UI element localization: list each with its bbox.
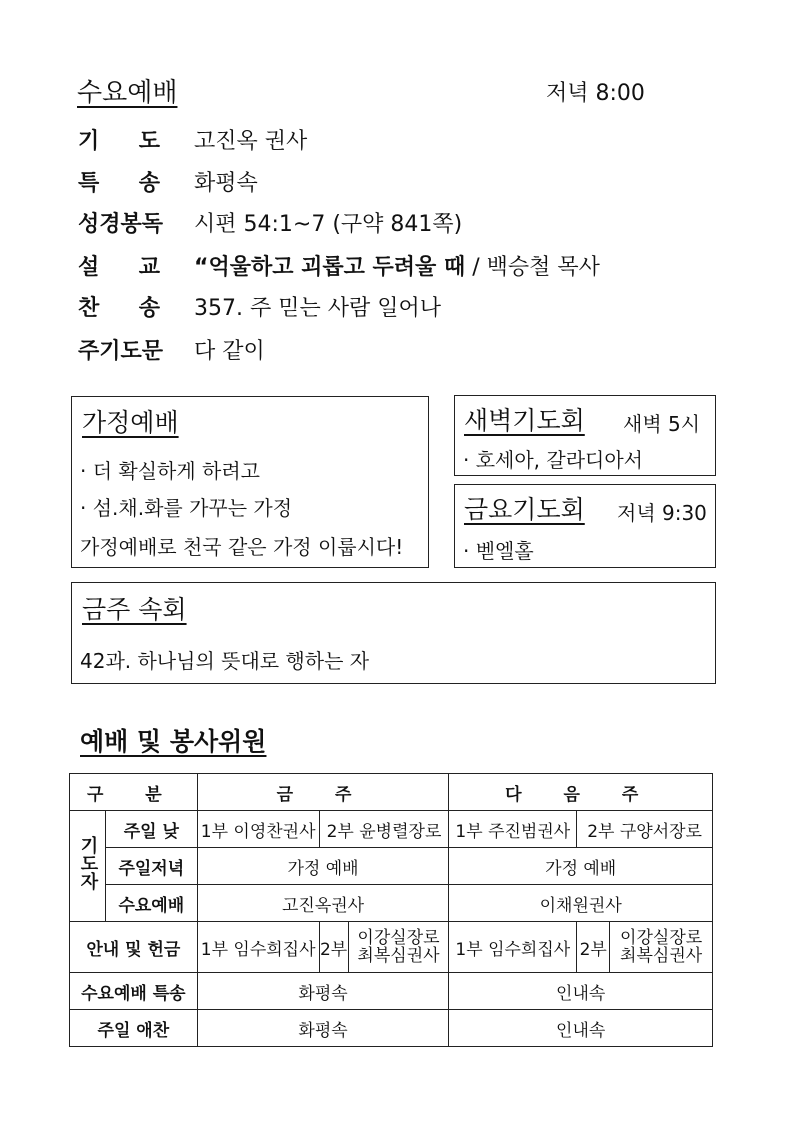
family-worship-title: 가정예배	[82, 408, 179, 437]
cell: 1부 임수희집사	[197, 922, 319, 973]
table-row	[70, 811, 713, 848]
order-row-hymn	[78, 289, 441, 323]
cell-names: 이강실장로 최복심권사	[620, 928, 703, 966]
order-value: 357. 주 믿는 사람 일어나	[194, 295, 441, 321]
cell	[577, 922, 713, 973]
prayer-group-label: 기도자	[70, 811, 106, 922]
table-row	[70, 973, 713, 1010]
dawn-prayer-box	[454, 395, 716, 476]
cell	[319, 922, 449, 973]
staff-title: 예배 및 봉사위원	[80, 727, 267, 756]
family-worship-line: · 섬.채.화를 가꾸는 가정	[80, 496, 293, 520]
cell-meeting-line: 42과. 하나님의 뜻대로 행하는 자	[80, 649, 370, 673]
table-row	[70, 848, 713, 885]
row-label: 주일저녁	[105, 848, 197, 885]
sermon-title: “억울하고 괴롭고 두려울 때	[194, 254, 466, 280]
family-worship-line: 가정예배로 천국 같은 가정 이룹시다!	[80, 535, 404, 559]
friday-prayer-box	[454, 484, 716, 568]
cell-names: 이강실장로 최복심권사	[357, 928, 440, 966]
cell-prefix: 2부	[320, 922, 349, 972]
order-row-special-song	[78, 164, 258, 198]
cell: 1부 이영찬권사	[197, 811, 319, 848]
dawn-prayer-title: 새벽기도회	[464, 406, 585, 435]
wednesday-time: 저녁 8:00	[546, 81, 645, 106]
cell: 1부 주진범권사	[449, 811, 577, 848]
family-worship-line: · 더 확실하게 하려고	[80, 459, 260, 483]
order-label: 주기도문	[78, 338, 164, 364]
cell: 화평속	[197, 1010, 449, 1047]
row-label: 안내 및 헌금	[70, 922, 198, 973]
order-value: 고진옥 권사	[194, 128, 308, 154]
cell: 이채원권사	[449, 885, 713, 922]
dawn-prayer-time: 새벽 5시	[623, 412, 701, 436]
cell: 2부 구양서장로	[577, 811, 713, 848]
order-label: 기 도	[78, 128, 160, 154]
header-category: 구 분	[70, 774, 198, 811]
header-next-week: 다 음 주	[449, 774, 713, 811]
order-label: 설 교	[78, 254, 160, 280]
row-label: 주일 낮	[105, 811, 197, 848]
order-value	[194, 250, 600, 281]
order-row-prayer	[78, 122, 307, 156]
order-value: 다 같이	[194, 338, 265, 364]
order-label: 찬 송	[78, 295, 160, 321]
cell-prefix: 2부	[577, 922, 610, 972]
cell: 가정 예배	[197, 848, 449, 885]
table-row	[70, 774, 713, 811]
sermon-preacher: / 백승철 목사	[465, 254, 600, 280]
cell: 1부 임수희집사	[449, 922, 577, 973]
order-label: 특 송	[78, 170, 160, 196]
friday-prayer-title: 금요기도회	[464, 495, 585, 524]
cell: 2부 윤병렬장로	[319, 811, 449, 848]
cell: 화평속	[197, 973, 449, 1010]
cell-meeting-title: 금주 속회	[82, 595, 187, 624]
table-row	[70, 1010, 713, 1047]
order-value: 화평속	[194, 170, 258, 196]
friday-prayer-line: · 벧엘홀	[463, 539, 534, 563]
cell: 고진옥권사	[197, 885, 449, 922]
cell: 인내속	[449, 973, 713, 1010]
cell-meeting-box	[71, 582, 716, 684]
staff-table	[69, 773, 713, 1047]
cell: 가정 예배	[449, 848, 713, 885]
row-label: 주일 애찬	[70, 1010, 198, 1047]
table-row	[70, 885, 713, 922]
order-value: 시편 54:1~7 (구약 841쪽)	[194, 211, 463, 237]
order-row-scripture	[78, 205, 462, 239]
dawn-prayer-line: · 호세아, 갈라디아서	[463, 448, 643, 472]
order-label: 성경봉독	[78, 211, 164, 237]
row-label: 수요예배	[105, 885, 197, 922]
order-row-lords-prayer	[78, 332, 265, 366]
table-row	[70, 922, 713, 973]
friday-prayer-time: 저녁 9:30	[617, 501, 707, 525]
row-label: 수요예배 특송	[70, 973, 198, 1010]
wednesday-title: 수요예배	[77, 78, 178, 108]
order-row-sermon	[78, 248, 600, 282]
family-worship-box	[71, 396, 429, 568]
cell: 인내속	[449, 1010, 713, 1047]
header-this-week: 금 주	[197, 774, 449, 811]
